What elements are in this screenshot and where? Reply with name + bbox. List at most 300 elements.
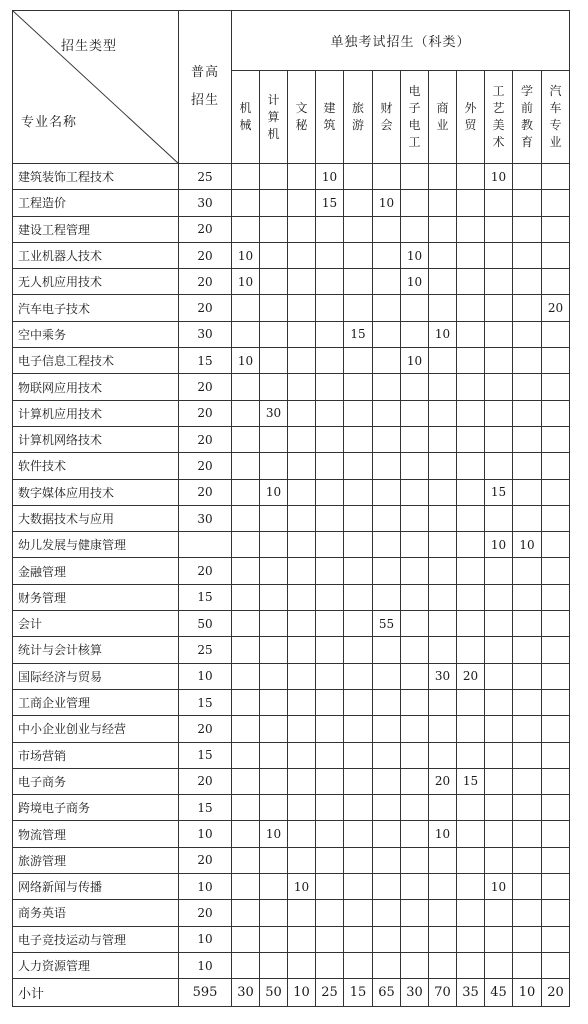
category-quota-cell (513, 164, 542, 190)
category-quota-cell (373, 716, 401, 742)
category-quota-cell (288, 295, 316, 321)
table-row (13, 689, 570, 715)
pugao-quota-cell: 30 (179, 505, 232, 531)
category-quota-cell (513, 321, 542, 347)
table-row (13, 453, 570, 479)
category-quota-cell: 10 (513, 532, 542, 558)
category-quota-cell (429, 479, 457, 505)
single-exam-header-cell: 单独考试招生（科类） (232, 11, 570, 71)
category-quota-cell (232, 505, 260, 531)
subtotal-category-cell: 25 (316, 979, 344, 1007)
category-quota-cell (288, 900, 316, 926)
category-quota-cell (457, 164, 485, 190)
category-quota-cell (373, 795, 401, 821)
category-quota-cell (485, 584, 513, 610)
table-row (13, 716, 570, 742)
category-quota-cell (373, 637, 401, 663)
category-quota-cell (344, 453, 373, 479)
category-quota-cell: 20 (429, 768, 457, 794)
category-quota-cell (232, 900, 260, 926)
category-quota-cell (288, 479, 316, 505)
category-quota-cell (288, 795, 316, 821)
table-row (13, 768, 570, 794)
category-quota-cell (429, 847, 457, 873)
category-quota-cell (288, 505, 316, 531)
category-quota-cell (260, 637, 288, 663)
category-quota-cell (288, 321, 316, 347)
category-quota-cell (373, 269, 401, 295)
category-quota-cell (288, 742, 316, 768)
category-quota-cell (485, 742, 513, 768)
major-name-cell: 大数据技术与应用 (13, 505, 179, 531)
table-row (13, 663, 570, 689)
category-quota-cell (485, 716, 513, 742)
pugao-quota-cell (179, 532, 232, 558)
category-quota-cell (429, 505, 457, 531)
subtotal-category-cell: 10 (513, 979, 542, 1007)
pugao-quota-cell: 20 (179, 768, 232, 794)
major-name-cell: 建筑装饰工程技术 (13, 164, 179, 190)
category-quota-cell (232, 663, 260, 689)
category-header-char: 商 (436, 101, 449, 115)
category-quota-cell: 20 (457, 663, 485, 689)
category-quota-cell (288, 926, 316, 952)
category-quota-cell (232, 374, 260, 400)
table-row (13, 479, 570, 505)
category-quota-cell (232, 689, 260, 715)
subtotal-category-cell: 30 (401, 979, 429, 1007)
category-quota-cell (344, 663, 373, 689)
category-quota-cell (316, 558, 344, 584)
category-header-char: 机 (267, 126, 280, 141)
category-quota-cell (288, 663, 316, 689)
corner-header-cell (13, 11, 179, 164)
category-quota-cell (401, 479, 429, 505)
category-quota-cell (316, 584, 344, 610)
category-quota-cell (344, 926, 373, 952)
category-quota-cell (429, 164, 457, 190)
category-quota-cell (401, 164, 429, 190)
category-quota-cell (457, 400, 485, 426)
category-header-cell (344, 71, 373, 164)
category-header-char: 会 (380, 118, 393, 132)
category-quota-cell (401, 847, 429, 873)
category-quota-cell (485, 663, 513, 689)
category-quota-cell (429, 374, 457, 400)
major-name-cell: 跨境电子商务 (13, 795, 179, 821)
category-quota-cell (344, 768, 373, 794)
category-quota-cell (232, 611, 260, 637)
category-quota-cell (485, 821, 513, 847)
category-quota-cell (288, 689, 316, 715)
category-quota-cell (344, 847, 373, 873)
category-quota-cell (485, 926, 513, 952)
category-quota-cell (316, 900, 344, 926)
category-quota-cell (513, 663, 542, 689)
category-quota-cell (513, 637, 542, 663)
category-quota-cell (513, 269, 542, 295)
category-quota-cell (260, 584, 288, 610)
category-quota-cell (232, 716, 260, 742)
major-name-cell: 空中乘务 (13, 321, 179, 347)
category-quota-cell (513, 216, 542, 242)
category-quota-cell (457, 348, 485, 374)
category-quota-cell (373, 374, 401, 400)
category-quota-cell (260, 426, 288, 452)
category-quota-cell (513, 847, 542, 873)
category-quota-cell: 15 (316, 190, 344, 216)
category-quota-cell (457, 900, 485, 926)
table-row (13, 269, 570, 295)
category-quota-cell (457, 716, 485, 742)
category-header-char: 业 (436, 118, 449, 132)
category-quota-cell (344, 295, 373, 321)
pugao-quota-cell: 20 (179, 479, 232, 505)
category-quota-cell (513, 479, 542, 505)
table-row (13, 611, 570, 637)
category-quota-cell (232, 216, 260, 242)
table-row (13, 216, 570, 242)
category-quota-cell (485, 689, 513, 715)
category-quota-cell (542, 269, 570, 295)
category-quota-cell (429, 584, 457, 610)
category-quota-cell: 10 (232, 269, 260, 295)
category-quota-cell (429, 532, 457, 558)
category-quota-cell (373, 216, 401, 242)
category-quota-cell (542, 242, 570, 268)
category-quota-cell (288, 374, 316, 400)
pugao-quota-cell: 20 (179, 847, 232, 873)
category-quota-cell (513, 821, 542, 847)
category-quota-cell (513, 611, 542, 637)
category-quota-cell (288, 847, 316, 873)
category-quota-cell: 10 (485, 532, 513, 558)
pugao-quota-cell: 20 (179, 216, 232, 242)
category-quota-cell (485, 190, 513, 216)
category-header-char: 艺 (492, 101, 505, 115)
category-quota-cell: 15 (485, 479, 513, 505)
category-quota-cell (457, 453, 485, 479)
pugao-quota-cell: 15 (179, 742, 232, 768)
category-quota-cell (260, 269, 288, 295)
category-quota-cell (260, 689, 288, 715)
category-quota-cell (542, 716, 570, 742)
category-quota-cell (542, 663, 570, 689)
category-quota-cell (457, 216, 485, 242)
category-quota-cell (457, 795, 485, 821)
category-quota-cell (457, 821, 485, 847)
category-quota-cell (542, 847, 570, 873)
category-quota-cell (401, 190, 429, 216)
subtotal-category-cell: 30 (232, 979, 260, 1007)
category-quota-cell: 10 (373, 190, 401, 216)
table-row (13, 505, 570, 531)
category-quota-cell (260, 374, 288, 400)
major-name-cell: 软件技术 (13, 453, 179, 479)
category-quota-cell (542, 926, 570, 952)
category-quota-cell (373, 689, 401, 715)
category-quota-cell (542, 348, 570, 374)
category-quota-cell (288, 426, 316, 452)
category-quota-cell (232, 295, 260, 321)
category-header-char: 电 (408, 84, 421, 98)
table-row (13, 532, 570, 558)
category-quota-cell (457, 295, 485, 321)
category-quota-cell (288, 716, 316, 742)
major-name-cell: 计算机网络技术 (13, 426, 179, 452)
category-quota-cell (401, 874, 429, 900)
table-row (13, 164, 570, 190)
category-quota-cell (513, 689, 542, 715)
category-quota-cell (232, 164, 260, 190)
category-quota-cell (232, 400, 260, 426)
category-quota-cell (344, 216, 373, 242)
category-header-char: 械 (239, 118, 252, 132)
category-quota-cell (316, 400, 344, 426)
pugao-quota-cell: 15 (179, 795, 232, 821)
category-quota-cell (288, 558, 316, 584)
category-quota-cell (232, 926, 260, 952)
category-quota-cell (232, 637, 260, 663)
category-quota-cell (457, 952, 485, 978)
category-quota-cell (457, 874, 485, 900)
table-row (13, 400, 570, 426)
category-quota-cell: 10 (232, 348, 260, 374)
category-header-cell (485, 71, 513, 164)
pugao-quota-cell: 30 (179, 190, 232, 216)
category-quota-cell (513, 242, 542, 268)
category-quota-cell (401, 689, 429, 715)
category-quota-cell (457, 584, 485, 610)
category-quota-cell (429, 190, 457, 216)
category-quota-cell (260, 952, 288, 978)
category-quota-cell (542, 821, 570, 847)
category-quota-cell (260, 321, 288, 347)
category-quota-cell (457, 242, 485, 268)
category-quota-cell (260, 190, 288, 216)
category-header-char: 车 (549, 101, 562, 115)
category-quota-cell: 20 (542, 295, 570, 321)
category-quota-cell (457, 611, 485, 637)
category-quota-cell (260, 532, 288, 558)
category-quota-cell (344, 637, 373, 663)
category-quota-cell (457, 374, 485, 400)
category-header-char: 工 (492, 84, 505, 98)
category-quota-cell (401, 505, 429, 531)
major-name-cell: 人力资源管理 (13, 952, 179, 978)
category-quota-cell (344, 611, 373, 637)
category-quota-cell (260, 295, 288, 321)
major-name-cell: 电子信息工程技术 (13, 348, 179, 374)
major-name-cell: 国际经济与贸易 (13, 663, 179, 689)
major-name-cell: 中小企业创业与经营 (13, 716, 179, 742)
category-quota-cell (542, 216, 570, 242)
category-quota-cell (288, 453, 316, 479)
category-quota-cell (542, 453, 570, 479)
major-name-cell: 数字媒体应用技术 (13, 479, 179, 505)
category-quota-cell (401, 768, 429, 794)
pugao-quota-cell: 15 (179, 348, 232, 374)
category-quota-cell (542, 584, 570, 610)
category-quota-cell (457, 558, 485, 584)
category-header-char: 汽 (549, 84, 562, 98)
category-quota-cell (344, 479, 373, 505)
category-quota-cell (316, 847, 344, 873)
pugao-header-line-2: 招生 (190, 93, 219, 108)
category-quota-cell (232, 321, 260, 347)
corner-label-enrollment-type: 招生类型 (61, 39, 118, 54)
major-name-cell: 市场营销 (13, 742, 179, 768)
category-header-cell (457, 71, 485, 164)
category-quota-cell: 10 (429, 821, 457, 847)
category-quota-cell (316, 348, 344, 374)
major-name-cell: 商务英语 (13, 900, 179, 926)
category-quota-cell (316, 874, 344, 900)
category-quota-cell (513, 874, 542, 900)
category-quota-cell (232, 952, 260, 978)
category-header-cell (260, 71, 288, 164)
category-quota-cell: 30 (429, 663, 457, 689)
category-quota-cell (373, 821, 401, 847)
category-quota-cell (373, 479, 401, 505)
category-quota-cell (316, 768, 344, 794)
category-quota-cell (316, 611, 344, 637)
category-quota-cell (316, 426, 344, 452)
category-quota-cell (232, 768, 260, 794)
major-name-cell: 无人机应用技术 (13, 269, 179, 295)
category-quota-cell (513, 505, 542, 531)
category-header-char: 术 (492, 135, 505, 149)
category-header-char: 文 (295, 101, 308, 115)
pugao-quota-cell: 20 (179, 558, 232, 584)
category-quota-cell (401, 321, 429, 347)
category-header-char: 电 (408, 118, 421, 132)
major-name-cell: 电子商务 (13, 768, 179, 794)
category-quota-cell (542, 190, 570, 216)
category-quota-cell: 15 (344, 321, 373, 347)
category-quota-cell (513, 558, 542, 584)
table-row (13, 321, 570, 347)
pugao-quota-cell: 25 (179, 637, 232, 663)
table-row (13, 242, 570, 268)
major-name-cell: 金融管理 (13, 558, 179, 584)
category-header-cell (373, 71, 401, 164)
category-quota-cell (457, 689, 485, 715)
category-header-char: 业 (549, 135, 562, 149)
category-quota-cell (513, 584, 542, 610)
category-quota-cell (485, 269, 513, 295)
category-quota-cell (485, 348, 513, 374)
category-quota-cell (288, 637, 316, 663)
category-header-char: 贸 (464, 118, 477, 132)
category-quota-cell: 10 (429, 321, 457, 347)
category-quota-cell (316, 269, 344, 295)
category-quota-cell (316, 663, 344, 689)
category-quota-cell (457, 847, 485, 873)
category-quota-cell (373, 952, 401, 978)
category-quota-cell (457, 269, 485, 295)
subtotal-pugao-cell: 595 (179, 979, 232, 1007)
category-quota-cell (401, 742, 429, 768)
category-quota-cell (401, 295, 429, 321)
table-row (13, 348, 570, 374)
category-quota-cell (288, 164, 316, 190)
category-quota-cell (344, 558, 373, 584)
pugao-quota-cell: 10 (179, 952, 232, 978)
category-quota-cell (485, 216, 513, 242)
category-header-char: 算 (267, 109, 280, 124)
category-quota-cell (542, 479, 570, 505)
category-quota-cell (232, 584, 260, 610)
category-quota-cell (429, 900, 457, 926)
category-quota-cell (429, 689, 457, 715)
category-quota-cell (316, 242, 344, 268)
category-quota-cell (232, 847, 260, 873)
category-quota-cell (513, 374, 542, 400)
category-quota-cell (232, 426, 260, 452)
category-quota-cell (373, 321, 401, 347)
category-header-cell (401, 71, 429, 164)
category-quota-cell (429, 637, 457, 663)
pugao-quota-cell: 20 (179, 453, 232, 479)
category-header-char: 学 (520, 84, 533, 98)
category-quota-cell (542, 374, 570, 400)
category-header-char: 秘 (295, 118, 308, 132)
category-quota-cell (260, 926, 288, 952)
category-quota-cell (260, 611, 288, 637)
category-quota-cell (373, 874, 401, 900)
pugao-quota-cell: 20 (179, 242, 232, 268)
category-header-char: 筑 (323, 118, 336, 132)
category-quota-cell (429, 269, 457, 295)
category-quota-cell: 10 (288, 874, 316, 900)
pugao-quota-cell: 20 (179, 426, 232, 452)
category-header-cell (316, 71, 344, 164)
category-quota-cell (485, 847, 513, 873)
category-quota-cell (288, 190, 316, 216)
category-quota-cell (344, 874, 373, 900)
category-quota-cell (316, 505, 344, 531)
category-quota-cell (288, 242, 316, 268)
category-quota-cell (513, 795, 542, 821)
pugao-quota-cell: 20 (179, 900, 232, 926)
category-quota-cell (542, 742, 570, 768)
category-header-char: 外 (464, 101, 477, 115)
category-quota-cell (485, 426, 513, 452)
category-quota-cell (542, 637, 570, 663)
category-header-char: 游 (351, 118, 364, 132)
category-header-char: 旅 (351, 101, 364, 115)
category-header-char: 建 (323, 101, 336, 115)
category-quota-cell (401, 637, 429, 663)
category-quota-cell (401, 611, 429, 637)
category-quota-cell (429, 242, 457, 268)
category-quota-cell (542, 689, 570, 715)
category-quota-cell (485, 900, 513, 926)
category-quota-cell (513, 900, 542, 926)
category-quota-cell (542, 795, 570, 821)
category-header-char: 育 (520, 135, 533, 149)
category-quota-cell (542, 426, 570, 452)
category-quota-cell (316, 952, 344, 978)
category-quota-cell (373, 453, 401, 479)
category-quota-cell (457, 479, 485, 505)
category-quota-cell (485, 400, 513, 426)
category-quota-cell (542, 321, 570, 347)
category-quota-cell (344, 584, 373, 610)
category-quota-cell (316, 716, 344, 742)
category-quota-cell (288, 584, 316, 610)
